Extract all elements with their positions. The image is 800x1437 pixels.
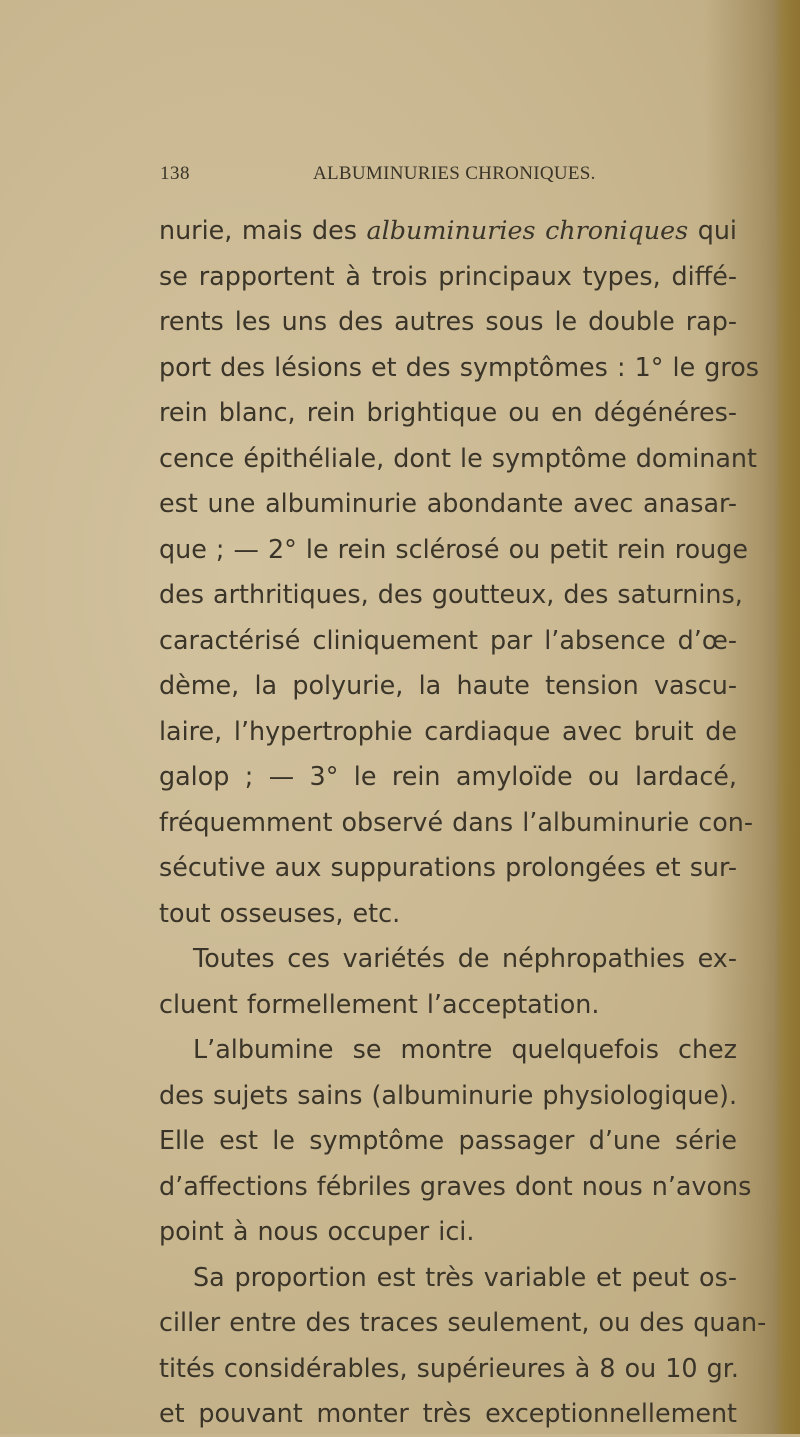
text-line: cluent formellement l’acceptation. [159,988,600,1019]
text-line: et pouvant monter très exceptionnellement [159,1398,737,1428]
text-line: port des lésions et des symptômes : 1° le gros [159,351,760,382]
page-number: 138 [160,163,190,184]
text-line: sécutive aux suppurations prolongées et sur- [159,852,737,882]
text-line: tités considérables, supérieures à 8 ou 10 gr. [159,1352,739,1383]
text-line: point à nous occuper ici. [159,1216,475,1246]
text-line: que ; — 2° le rein sclérosé ou petit rein rouge [159,533,749,564]
text-line: ciller entre des traces seulement, ou des quan- [159,1307,767,1337]
text-line: des sujets sains (albuminurie physiologique). [159,1079,738,1110]
text-line: dème, la polyurie, la haute tension vascu- [159,670,737,700]
text-line: fréquemment observé dans l’albuminurie con- [159,806,754,837]
text-line: caractérisé cliniquement par l’absence d’œ- [159,624,737,655]
paragraph-first-line: Sa proportion est très variable et peut os- [193,1261,737,1292]
text-line: galop ; — 3° le rein amyloïde ou lardacé, [159,761,737,791]
page-edge-shadow [774,0,800,1434]
text-line-end: qui [688,215,737,245]
text-line: rents les uns des autres sous le double rap- [159,306,737,336]
text-line: se rapportent à trois principaux types, diffé- [159,260,737,291]
text-line: cence épithéliale, dont le symptôme dominant [159,442,757,473]
paragraph-first-line: L’albumine se montre quelquefois chez [193,1034,737,1064]
text-line: Elle est le symptôme passager d’une série [159,1125,737,1155]
running-title: ALBUMINURIES CHRONIQUES. [313,163,596,184]
text-line-start: nurie, mais des [159,215,367,245]
body-text [159,208,767,1437]
text-line: tout osseuses, etc. [159,897,401,928]
emphasized-term: albuminuries chroniques [366,215,689,245]
text-line: laire, l’hypertrophie cardiaque avec bruit de [159,715,737,746]
page-header [160,163,735,193]
text-line: rein blanc, rein brightique ou en dégénéres- [159,397,737,427]
text-line: des arthritiques, des goutteux, des saturnins, [159,579,743,609]
text-line: d’affections fébriles graves dont nous n’avons [159,1170,752,1201]
text-line [159,208,737,254]
text-line: est une albuminurie abondante avec anasar- [159,488,737,518]
paragraph-first-line: Toutes ces variétés de néphropathies ex- [193,943,737,973]
